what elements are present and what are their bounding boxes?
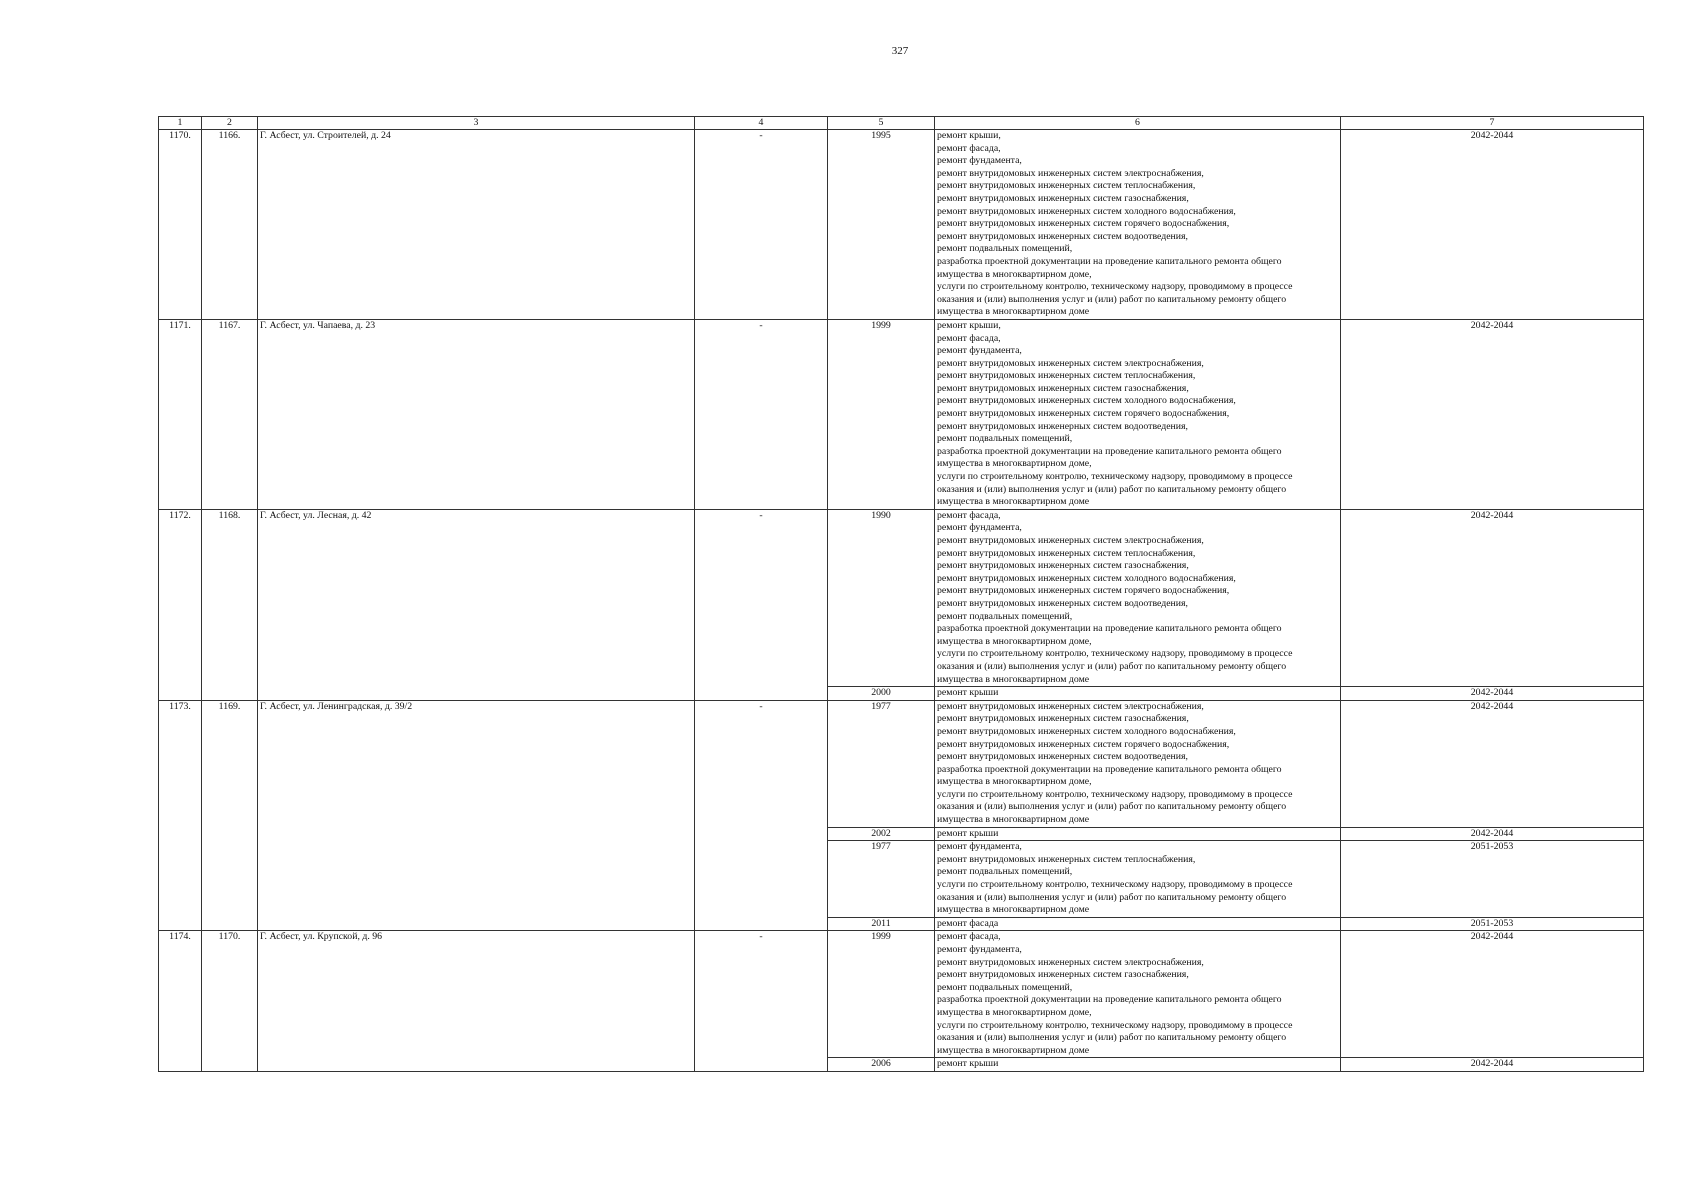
work-item: ремонт внутридомовых инженерных систем холодного водоснабжения,	[937, 205, 1236, 217]
works-cell	[935, 687, 1341, 701]
row-number-cell: 1170.	[159, 130, 202, 320]
table-header	[159, 117, 1644, 130]
object-number-cell: 1167.	[202, 319, 258, 509]
work-item: оказания и (или) выполнения услуг и (или) работ по капитальному ремонту общего	[937, 293, 1287, 305]
work-item: ремонт крыши,	[937, 319, 1001, 331]
table-row	[159, 509, 1644, 686]
work-item: услуги по строительному контролю, техническому надзору, проводимому в процессе	[937, 471, 1293, 483]
work-item: ремонт внутридомовых инженерных систем теплоснабжения,	[937, 370, 1196, 382]
work-item: имущества в многоквартирном доме	[937, 306, 1090, 318]
work-item: услуги по строительному контролю, техническому надзору, проводимому в процессе	[937, 788, 1293, 800]
work-item: ремонт фундамента,	[937, 522, 1022, 534]
work-item: оказания и (или) выполнения услуг и (или) работ по капитальному ремонту общего	[937, 891, 1287, 903]
period-cell: 2042-2044	[1341, 319, 1644, 509]
works-cell	[935, 827, 1341, 841]
works-cell	[935, 931, 1341, 1058]
work-item: имущества в многоквартирном доме	[937, 673, 1090, 685]
table-row	[159, 319, 1644, 509]
work-item: ремонт внутридомовых инженерных систем газоснабжения,	[937, 713, 1189, 725]
year-cell: 1977	[828, 841, 935, 918]
work-item: разработка проектной документации на проведение капитального ремонта общего	[937, 445, 1282, 457]
work-item: имущества в многоквартирном доме	[937, 814, 1090, 826]
year-cell: 2011	[828, 917, 935, 931]
period-cell: 2051-2053	[1341, 841, 1644, 918]
year-cell: 1999	[828, 931, 935, 1058]
work-item: ремонт фундамента,	[937, 841, 1022, 853]
period-cell: 2042-2044	[1341, 1058, 1644, 1072]
period-cell: 2042-2044	[1341, 700, 1644, 827]
address-cell: Г. Асбест, ул. Крупской, д. 96	[258, 931, 695, 1072]
page-number: 327	[891, 45, 909, 57]
work-item: имущества в многоквартирном доме,	[937, 1006, 1092, 1018]
header-col-6: 6	[935, 117, 1341, 130]
period-cell: 2042-2044	[1341, 509, 1644, 686]
work-item: ремонт внутридомовых инженерных систем водоотведения,	[937, 230, 1189, 242]
work-item: услуги по строительному контролю, техническому надзору, проводимому в процессе	[937, 1019, 1293, 1031]
work-item: ремонт фасада,	[937, 509, 1001, 521]
address-cell: Г. Асбест, ул. Ленинградская, д. 39/2	[258, 700, 695, 931]
work-item: ремонт крыши,	[937, 130, 1001, 141]
work-item: разработка проектной документации на проведение капитального ремонта общего	[937, 994, 1282, 1006]
work-item: оказания и (или) выполнения услуг и (или) работ по капитальному ремонту общего	[937, 1032, 1287, 1044]
work-item: ремонт внутридомовых инженерных систем электроснабжения,	[937, 357, 1204, 369]
works-cell	[935, 319, 1341, 509]
header-col-2: 2	[202, 117, 258, 130]
work-item: ремонт внутридомовых инженерных систем газоснабжения,	[937, 192, 1189, 204]
work-item: ремонт внутридомовых инженерных систем водоотведения,	[937, 420, 1189, 432]
header-col-7: 7	[1341, 117, 1644, 130]
work-item: услуги по строительному контролю, техническому надзору, проводимому в процессе	[937, 879, 1293, 891]
address-cell: Г. Асбест, ул. Строителей, д. 24	[258, 130, 695, 320]
work-item: ремонт внутридомовых инженерных систем холодного водоснабжения,	[937, 572, 1236, 584]
work-item: ремонт внутридомовых инженерных систем электроснабжения,	[937, 535, 1204, 546]
row-number-cell: 1173.	[159, 700, 202, 931]
work-item: имущества в многоквартирном доме	[937, 904, 1090, 916]
col4-cell: -	[695, 931, 828, 1072]
work-item: услуги по строительному контролю, техническому надзору, проводимому в процессе	[937, 648, 1293, 660]
object-number-cell: 1166.	[202, 130, 258, 320]
work-item: ремонт крыши	[937, 1058, 999, 1070]
work-item: ремонт внутридомовых инженерных систем электроснабжения,	[937, 956, 1204, 968]
year-cell: 2000	[828, 687, 935, 701]
works-cell	[935, 509, 1341, 686]
work-item: ремонт подвальных помещений,	[937, 866, 1073, 878]
work-item: имущества в многоквартирном доме,	[937, 776, 1092, 788]
work-item: ремонт внутридомовых инженерных систем горячего водоснабжения,	[937, 585, 1230, 597]
work-item: имущества в многоквартирном доме,	[937, 635, 1092, 647]
header-col-3: 3	[258, 117, 695, 130]
period-cell: 2042-2044	[1341, 687, 1644, 701]
work-item: имущества в многоквартирном доме	[937, 1044, 1090, 1056]
work-item: ремонт крыши	[937, 687, 999, 699]
work-item: ремонт фундамента,	[937, 345, 1022, 357]
header-col-5: 5	[828, 117, 935, 130]
col4-cell: -	[695, 130, 828, 320]
work-item: разработка проектной документации на проведение капитального ремонта общего	[937, 763, 1282, 775]
header-col-4: 4	[695, 117, 828, 130]
work-item: ремонт внутридомовых инженерных систем горячего водоснабжения,	[937, 738, 1230, 750]
work-item: ремонт внутридомовых инженерных систем газоснабжения,	[937, 382, 1189, 394]
work-item: ремонт фундамента,	[937, 155, 1022, 167]
work-item: ремонт внутридомовых инженерных систем электроснабжения,	[937, 700, 1204, 712]
work-item: ремонт фасада,	[937, 931, 1001, 943]
table-row	[159, 931, 1644, 1058]
work-item: ремонт подвальных помещений,	[937, 610, 1073, 622]
period-cell: 2051-2053	[1341, 917, 1644, 931]
col4-cell: -	[695, 319, 828, 509]
works-cell	[935, 1058, 1341, 1072]
work-item: ремонт фасада	[937, 917, 999, 929]
work-item: ремонт внутридомовых инженерных систем горячего водоснабжения,	[937, 408, 1230, 420]
work-item: ремонт фундамента,	[937, 944, 1022, 955]
work-item: оказания и (или) выполнения услуг и (или) работ по капитальному ремонту общего	[937, 660, 1287, 672]
work-item: имущества в многоквартирном доме	[937, 496, 1090, 508]
capital-repair-table	[158, 116, 1644, 1072]
work-item: имущества в многоквартирном доме,	[937, 458, 1092, 470]
object-number-cell: 1170.	[202, 931, 258, 1072]
work-item: ремонт внутридомовых инженерных систем газоснабжения,	[937, 560, 1189, 572]
header-row	[159, 117, 1644, 130]
year-cell: 1999	[828, 319, 935, 509]
year-cell: 1995	[828, 130, 935, 320]
address-cell: Г. Асбест, ул. Чапаева, д. 23	[258, 319, 695, 509]
work-item: оказания и (или) выполнения услуг и (или) работ по капитальному ремонту общего	[937, 801, 1287, 813]
table-row	[159, 700, 1644, 827]
works-cell	[935, 700, 1341, 827]
work-item: ремонт внутридомовых инженерных систем водоотведения,	[937, 597, 1189, 609]
col4-cell: -	[695, 700, 828, 931]
header-col-1: 1	[159, 117, 202, 130]
table-body	[159, 130, 1644, 1072]
work-item: ремонт фасада,	[937, 332, 1001, 344]
row-number-cell: 1171.	[159, 319, 202, 509]
work-item: разработка проектной документации на проведение капитального ремонта общего	[937, 255, 1282, 267]
row-number-cell: 1174.	[159, 931, 202, 1072]
work-item: услуги по строительному контролю, техническому надзору, проводимому в процессе	[937, 281, 1293, 293]
works-cell	[935, 841, 1341, 918]
period-cell: 2042-2044	[1341, 827, 1644, 841]
period-cell: 2042-2044	[1341, 931, 1644, 1058]
works-cell	[935, 130, 1341, 320]
work-item: ремонт подвальных помещений,	[937, 243, 1073, 255]
object-number-cell: 1168.	[202, 509, 258, 700]
object-number-cell: 1169.	[202, 700, 258, 931]
work-item: имущества в многоквартирном доме,	[937, 268, 1092, 280]
address-cell: Г. Асбест, ул. Лесная, д. 42	[258, 509, 695, 700]
work-item: ремонт внутридомовых инженерных систем холодного водоснабжения,	[937, 395, 1236, 407]
work-item: разработка проектной документации на проведение капитального ремонта общего	[937, 623, 1282, 635]
col4-cell: -	[695, 509, 828, 700]
work-item: ремонт крыши	[937, 827, 999, 839]
year-cell: 1990	[828, 509, 935, 686]
work-item: ремонт фасада,	[937, 142, 1001, 154]
work-item: ремонт подвальных помещений,	[937, 433, 1073, 445]
work-item: ремонт внутридомовых инженерных систем теплоснабжения,	[937, 180, 1196, 192]
work-item: ремонт внутридомовых инженерных систем холодного водоснабжения,	[937, 725, 1236, 737]
works-cell	[935, 917, 1341, 931]
work-item: ремонт внутридомовых инженерных систем электроснабжения,	[937, 167, 1204, 179]
work-item: оказания и (или) выполнения услуг и (или) работ по капитальному ремонту общего	[937, 483, 1287, 495]
work-item: ремонт внутридомовых инженерных систем горячего водоснабжения,	[937, 218, 1230, 230]
period-cell: 2042-2044	[1341, 130, 1644, 320]
year-cell: 2002	[828, 827, 935, 841]
work-item: ремонт внутридомовых инженерных систем теплоснабжения,	[937, 547, 1196, 559]
table-row	[159, 130, 1644, 320]
work-item: ремонт внутридомовых инженерных систем водоотведения,	[937, 751, 1189, 763]
work-item: ремонт внутридомовых инженерных систем газоснабжения,	[937, 969, 1189, 981]
work-item: ремонт подвальных помещений,	[937, 981, 1073, 993]
row-number-cell: 1172.	[159, 509, 202, 700]
work-item: ремонт внутридомовых инженерных систем теплоснабжения,	[937, 853, 1196, 865]
year-cell: 2006	[828, 1058, 935, 1072]
year-cell: 1977	[828, 700, 935, 827]
